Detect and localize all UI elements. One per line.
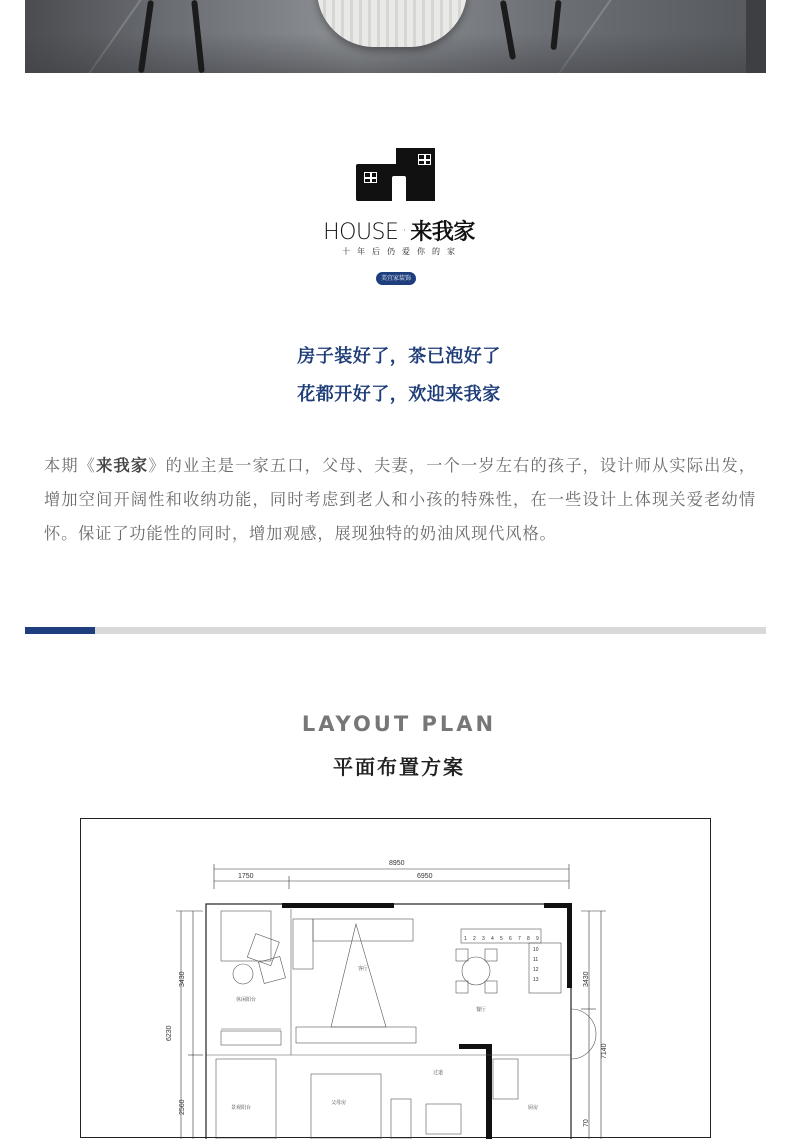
balcony-lower xyxy=(216,1059,276,1139)
room-dining: 餐厅 xyxy=(476,1007,487,1013)
svg-text:3: 3 xyxy=(482,936,485,942)
dim-right-total: 7140 xyxy=(601,1043,608,1059)
door-swing xyxy=(571,1009,596,1059)
room-corridor: 过道 xyxy=(433,1070,444,1076)
balcony-furniture xyxy=(221,911,271,961)
logo-window-icon xyxy=(418,154,431,165)
brand-cn: 来我家 xyxy=(410,220,475,245)
tv-cabinet xyxy=(296,1027,416,1043)
logo-tagline: 十年后仍爱你的家 xyxy=(342,247,462,256)
wall-solid xyxy=(459,1044,489,1049)
bathroom-fixture xyxy=(426,1104,461,1134)
wall-solid xyxy=(544,903,571,908)
room-balcony: 景观阳台 xyxy=(231,1105,252,1111)
room-living: 客厅 xyxy=(358,966,369,972)
dining-chair xyxy=(456,949,468,961)
svg-text:4: 4 xyxy=(491,936,494,942)
section-title-en: LAYOUT PLAN xyxy=(301,712,497,736)
armchair xyxy=(259,957,286,984)
svg-text:9: 9 xyxy=(536,936,539,942)
svg-text:11: 11 xyxy=(533,957,539,963)
logo-door-icon xyxy=(392,176,406,201)
dim-left-total: 6230 xyxy=(166,1025,173,1041)
divider-accent xyxy=(25,627,95,634)
floor-plan xyxy=(80,818,711,1138)
sofa xyxy=(313,919,413,941)
kitchen-counter xyxy=(493,1059,518,1099)
outer-wall xyxy=(206,904,571,1139)
brand-separator: · xyxy=(402,223,407,239)
dining-chair xyxy=(456,981,468,993)
wardrobe xyxy=(391,1099,411,1139)
cabinet xyxy=(221,1031,281,1045)
svg-text:5: 5 xyxy=(500,936,503,942)
company-badge: 美宜家装饰 xyxy=(376,272,416,285)
house-logo xyxy=(314,145,484,260)
svg-text:8: 8 xyxy=(527,936,530,942)
intro-prefix: 本期《 xyxy=(44,456,97,475)
header-photo xyxy=(25,0,766,73)
intro-paragraph xyxy=(44,449,756,551)
slogan-line-1: 房子装好了，茶已泡好了 xyxy=(297,346,501,367)
room-leisure: 休闲阳台 xyxy=(236,997,257,1003)
svg-text:12: 12 xyxy=(533,967,539,973)
wall-solid xyxy=(282,903,394,908)
floor-plan-drawing xyxy=(81,819,712,1139)
section-divider xyxy=(25,627,766,634)
dining-chair xyxy=(485,981,497,993)
sofa-side xyxy=(293,919,313,969)
svg-text:13: 13 xyxy=(533,977,539,983)
svg-text:10: 10 xyxy=(533,947,539,953)
dim-left-upper: 3430 xyxy=(179,971,186,987)
logo-window-icon xyxy=(364,172,377,183)
room-kitchen: 厨房 xyxy=(528,1105,539,1111)
dining-chair xyxy=(485,949,497,961)
wall-solid xyxy=(486,1044,492,1139)
photo-edge xyxy=(746,0,766,73)
staircase xyxy=(461,929,561,993)
intro-body: 》的业主是一家五口，父母、夫妻，一个一岁左右的孩子，设计师从实际出发，增加空间开阔性和收纳功能，同时考虑到老人和小孩的特殊性，在一些设计上体现关爱老幼情怀。保证了功能性的同时，增加观感，展现独特的奶油风现代风格。 xyxy=(44,456,757,543)
svg-text:1: 1 xyxy=(464,936,467,942)
dim-total: 8950 xyxy=(389,860,405,867)
svg-text:7: 7 xyxy=(518,936,521,942)
round-table xyxy=(233,964,253,984)
slogan-line-2: 花都开好了，欢迎来我家 xyxy=(297,384,501,405)
bed xyxy=(311,1074,381,1139)
logo-brand xyxy=(314,215,484,246)
room-bedroom: 父母房 xyxy=(331,1100,347,1106)
dim-left: 1750 xyxy=(238,873,254,880)
section-title-cn: 平面布置方案 xyxy=(333,755,465,779)
intro-highlight: 来我家 xyxy=(96,456,149,475)
svg-text:2: 2 xyxy=(473,936,476,942)
svg-text:6: 6 xyxy=(509,936,512,942)
dim-left-lower: 2560 xyxy=(179,1099,186,1115)
dim-right-lower: 70 xyxy=(583,1119,590,1127)
dim-right-upper: 3430 xyxy=(583,971,590,987)
brand-en: HOUSE xyxy=(323,220,399,245)
wall-solid xyxy=(567,903,572,988)
dim-right: 6950 xyxy=(417,873,433,880)
carpet-triangle xyxy=(331,924,386,1027)
